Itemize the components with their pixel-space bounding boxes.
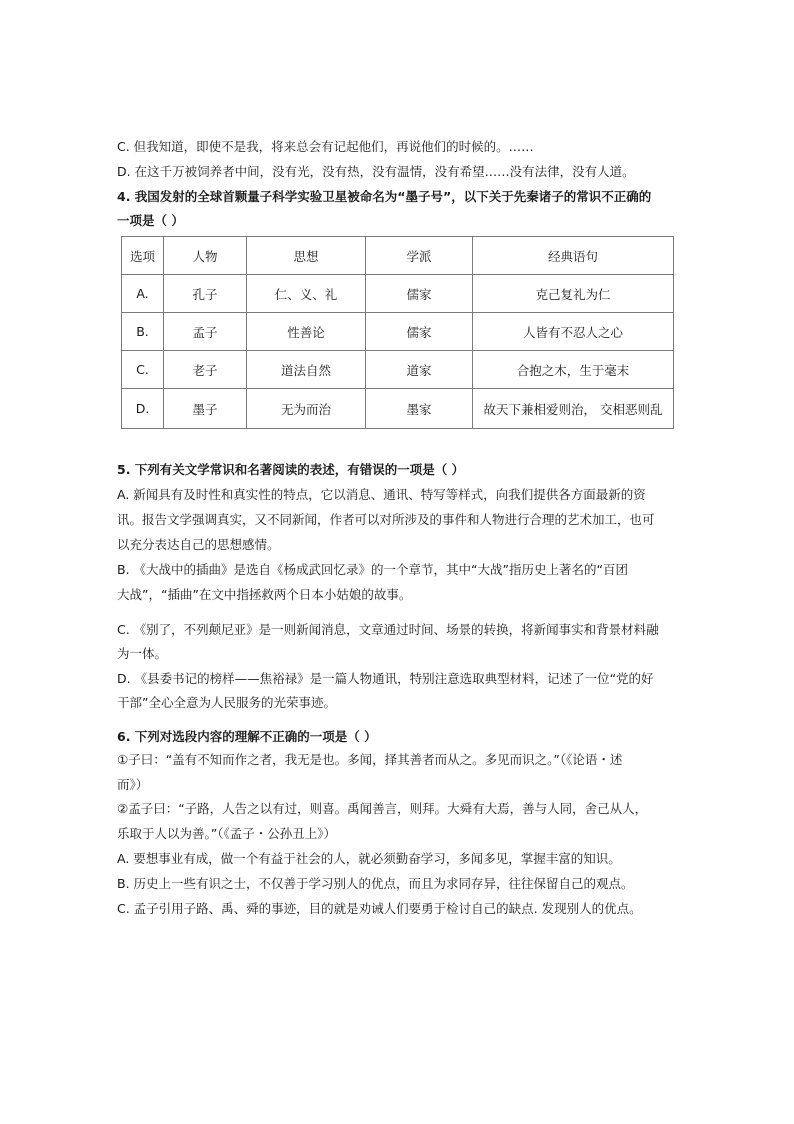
table-cell: D. xyxy=(122,389,164,429)
table-cell: 人皆有不忍人之心 xyxy=(473,313,674,351)
table-cell: B. xyxy=(122,313,164,351)
table-cell: 墨子 xyxy=(164,389,247,429)
q5-option-b-line2: 大战”，“插曲”在文中指拯救两个日本小姑娘的故事。 xyxy=(117,587,412,602)
table-header-cell: 选项 xyxy=(122,237,164,275)
q6-passage-2-line1: ②孟子曰：“子路，人告之以有过，则喜。禹闻善言，则拜。大舜有大焉，善与人同，舍己从人， xyxy=(117,801,648,816)
q5-option-c-line2: 为一体。 xyxy=(117,646,168,661)
table-cell: A. xyxy=(122,275,164,313)
q6-option-a: A. 要想事业有成，做一个有益于社会的人，就必须勤奋学习，多闻多见，掌握丰富的知识。 xyxy=(117,851,621,866)
table-cell: 儒家 xyxy=(366,275,473,313)
table-cell: 道法自然 xyxy=(247,351,366,389)
table-cell: 故天下兼相爱则治， 交相恶则乱 xyxy=(473,389,674,429)
q5-option-c-line1: C. 《别了，不列颠尼亚》是一则新闻消息，文章通过时间、场景的转换，将新闻事实和背景材料融 xyxy=(117,622,659,637)
q5-stem: 5. 下列有关文学常识和名著阅读的表述，有错误的一项是（ ） xyxy=(117,462,465,477)
table-header-row xyxy=(122,237,674,275)
q6-option-b: B. 历史上一些有识之士，不仅善于学习别人的优点，而且为求同存异，往往保留自己的观点。 xyxy=(117,876,634,891)
table-header-cell: 学派 xyxy=(366,237,473,275)
table-cell: 孟子 xyxy=(164,313,247,351)
q5-option-a-line1: A. 新闻具有及时性和真实性的特点，它以消息、通讯、特写等样式，向我们提供各方面最新的资 xyxy=(117,487,646,502)
table-cell: 合抱之木，生于毫末 xyxy=(473,351,674,389)
q4-stem-line2: 一项是（ ） xyxy=(117,213,184,228)
q6-passage-1-line1: ①子曰：“盖有不知而作之者，我无是也。多闻，择其善者而从之。多见而识之。”（《论语・述 xyxy=(117,752,623,767)
table-cell: 仁、义、礼 xyxy=(247,275,366,313)
q5-option-d-line1: D. 《县委书记的榜样——焦裕禄》是一篇人物通讯，特别注意选取典型材料，记述了一位“党的好 xyxy=(117,671,654,686)
q5-option-d-line2: 干部”全心全意为人民服务的光荣事迹。 xyxy=(117,695,336,710)
table-row xyxy=(122,389,674,429)
q4-stem-line1: 4. 我国发射的全球首颗量子科学实验卫星被命名为“墨子号”，以下关于先秦诸子的常识不正确的 xyxy=(117,189,652,204)
table-header-cell: 经典语句 xyxy=(473,237,674,275)
q3-option-d: D. 在这千万被饲养者中间，没有光，没有热，没有温情，没有希望……没有法律，没有人道。 xyxy=(117,164,635,179)
q3-option-c: C. 但我知道，即使不是我，将来总会有记起他们，再说他们的时候的。…… xyxy=(117,139,534,154)
q6-stem: 6. 下列对选段内容的理解不正确的一项是（ ） xyxy=(117,729,377,744)
q4-options-table xyxy=(121,236,674,429)
q6-passage-2-line2: 乐取于人以为善。”（《孟子・公孙丑上》） xyxy=(117,826,336,841)
table-cell: 墨家 xyxy=(366,389,473,429)
table-cell: 性善论 xyxy=(247,313,366,351)
table-row xyxy=(122,313,674,351)
table-row xyxy=(122,275,674,313)
table-header-cell: 思想 xyxy=(247,237,366,275)
table-cell: 老子 xyxy=(164,351,247,389)
q5-option-a-line2: 讯。报告文学强调真实，又不同新闻，作者可以对所涉及的事件和人物进行合理的艺术加工，也可 xyxy=(117,512,655,527)
table-header-cell: 人物 xyxy=(164,237,247,275)
table-cell: 克己复礼为仁 xyxy=(473,275,674,313)
table-cell: 儒家 xyxy=(366,313,473,351)
q6-option-c: C. 孟子引用子路、禹、舜的事迹，目的就是劝诫人们要勇于检讨自己的缺点. 发现别人的优点。 xyxy=(117,901,642,916)
q5-option-a-line3: 以充分表达自己的思想感情。 xyxy=(117,537,280,552)
table-row xyxy=(122,351,674,389)
q6-passage-1-line2: 而》） xyxy=(117,777,149,792)
table-cell: 无为而治 xyxy=(247,389,366,429)
table-cell: 孔子 xyxy=(164,275,247,313)
table-cell: C. xyxy=(122,351,164,389)
q5-option-b-line1: B. 《大战中的插曲》是选自《杨成武回忆录》的一个章节，其中“大战”指历史上著名的“百团 xyxy=(117,562,628,577)
table-cell: 道家 xyxy=(366,351,473,389)
